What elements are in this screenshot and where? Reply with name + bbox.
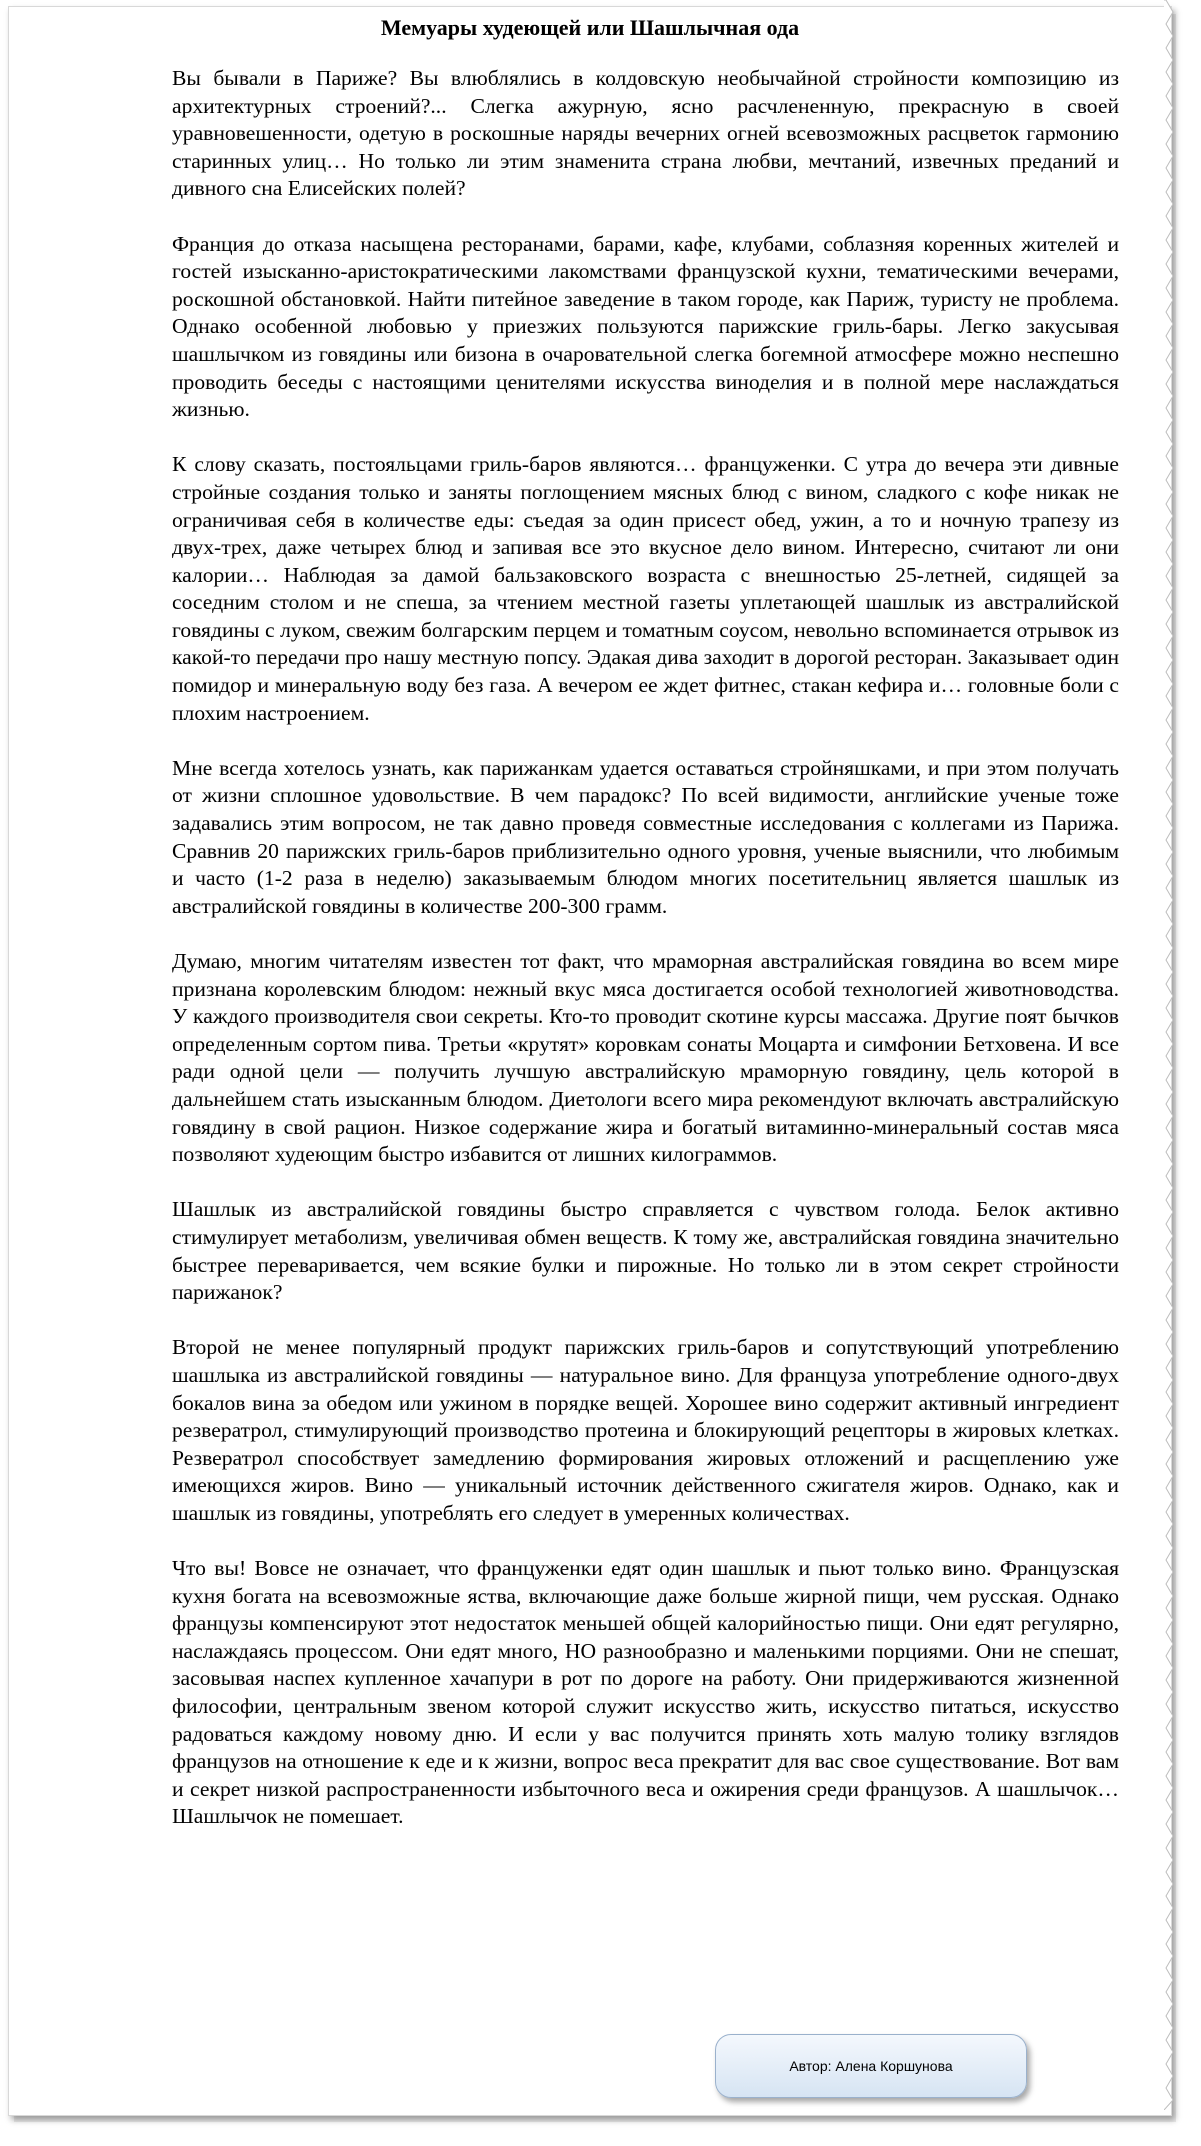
document-title: Мемуары худеющей или Шашлычная ода — [380, 15, 800, 40]
document-page — [8, 6, 1172, 2116]
paragraph-7: Второй не менее популярный продукт парижских гриль-баров и сопутствующий употреблению шашлыка из австралийской говядины — натуральное вино. Для француза употребление одного-двух бокалов вина за обедом или ужином в порядке вещей. Хорошее вино содержит активный ингредиент резвератрол, стимулирующий производство протеина и блокирующий рецепторы в жировых клетках. Резвератрол способствует замедлению формирования жировых отложений и расщеплению уже имеющихся жиров. Вино — уникальный источник действенного сжигателя жиров. Однако, как и шашлык из говядины, употреблять его следует в умеренных количествах. — [172, 1335, 1119, 1525]
author-callout — [715, 2034, 1027, 2098]
paragraph-6: Шашлык из австралийской говядины быстро справляется с чувством голода. Белок активно стимулирует метаболизм, увеличивая обмен веществ. К тому же, австралийская говядина значительно быстрее переваривается, чем всякие булки и пирожные. Но только ли в этом секрет стройности парижанок? — [172, 1197, 1119, 1305]
torn-edge-decoration — [1164, 0, 1178, 2110]
paragraph-4: Мне всегда хотелось узнать, как парижанкам удается оставаться стройняшками, и при этом получать от жизни сплошное удовольствие. В чем парадокс? По всей видимости, английские ученые тоже задавались этим вопросом, не так давно проведя совместные исследования с коллегами из Парижа. Сравнив 20 парижских гриль-баров приблизительно одного уровня, ученые выяснили, что любимым и часто (1-2 раза в неделю) заказываемым блюдом многих посетительниц является шашлык из австралийской говядины в количестве 200-300 грамм. — [172, 755, 1119, 918]
paragraph-1: Вы бывали в Париже? Вы влюблялись в колдовскую необычайной стройности композицию из архитектурных строений?... Слегка ажурную, ясно расчлененную, прекрасную в своей уравновешенности, одетую в роскошные наряды вечерних огней всевозможных расцветок гармонию старинных улиц… Но только ли этим знаменита страна любви, мечтаний, извечных преданий и дивного сна Елисейских полей? — [172, 66, 1119, 201]
paragraph-5: Думаю, многим читателям известен тот факт, что мраморная австралийская говядина во всем мире признана королевским блюдом: нежный вкус мяса достигается особой технологией животноводства. У каждого производителя свои секреты. Кто-то проводит скотине курсы массажа. Другие поят бычков определенным сортом пива. Третьи «крутят» коровкам сонаты Моцарта и симфонии Бетховена. И все ради одной цели — получить лучшую австралийскую мраморную говядину, цель которой в дальнейшем стать изысканным блюдом. Диетологи всего мира рекомендуют включать австралийскую говядину в свой рацион. Низкое содержание жира и богатый витаминно-минеральный состав мяса позволяют худеющим быстро избавится от лишних килограммов. — [172, 949, 1119, 1167]
author-label: Автор: Алена Коршунова — [789, 2058, 953, 2074]
paragraph-2: Франция до отказа насыщена ресторанами, барами, кафе, клубами, соблазняя коренных жителей и гостей изысканно-аристократическими лакомствами французской кухни, тематическими вечерами, роскошной обстановкой. Найти питейное заведение в таком городе, как Париж, туристу не проблема. Однако особенной любовью у приезжих пользуются парижские гриль-бары. Легко закусывая шашлычком из говядины или бизона в очаровательной слегка богемной атмосфере можно неспешно проводить беседы с настоящими ценителями искусства виноделия и в полной мере наслаждаться жизнью. — [172, 231, 1119, 422]
paragraph-3: К слову сказать, постояльцами гриль-баров являются… француженки. С утра до вечера эти дивные стройные создания только и заняты поглощением мясных блюд с вином, сладкого с кофе никак не ограничивая себя в количестве еды: съедая за один присест обед, ужин, а то и ночную трапезу из двух-трех, даже четырех блюд и запивая все это вкусное дело вином. Интересно, считают ли они калории… Наблюдая за дамой бальзаковского возраста с внешностью 25-летней, сидящей за соседним столом и не спеша, за чтением местной газеты уплетающей шашлык из австралийской говядины с луком, свежим болгарским перцем и томатным соусом, невольно вспоминается отрывок из какой-то передачи про нашу местную попсу. Эдакая дива заходит в дорогой ресторан. Заказывает один помидор и минеральную воду без газа. А вечером ее ждет фитнес, стакан кефира и… головные боли с плохим настроением. — [172, 452, 1119, 725]
paragraph-8: Что вы! Вовсе не означает, что француженки едят один шашлык и пьют только вино. Французская кухня богата на всевозможные яства, включающие даже больше жирной пищи, чем русская. Однако французы компенсируют этот недостаток меньшей общей калорийностью пищи. Они едят регулярно, наслаждаясь процессом. Они едят много, НО разнообразно и маленькими порциями. Они не спешат, засовывая наспех купленное хачапури в рот по дороге на работу. Они придерживаются жизненной философии, центральным звеном которой служит искусство жить, искусство питаться, искусство радоваться каждому новому дню. И если у вас получится принять хоть малую толику взглядов французов на отношение к еде и к жизни, вопрос веса прекратит для вас свое существование. Вот вам и секрет низкой распространенности избыточного веса и ожирения среди французов. А шашлычок… Шашлычок не помешает. — [172, 1556, 1119, 1829]
article-body — [172, 65, 1119, 1859]
